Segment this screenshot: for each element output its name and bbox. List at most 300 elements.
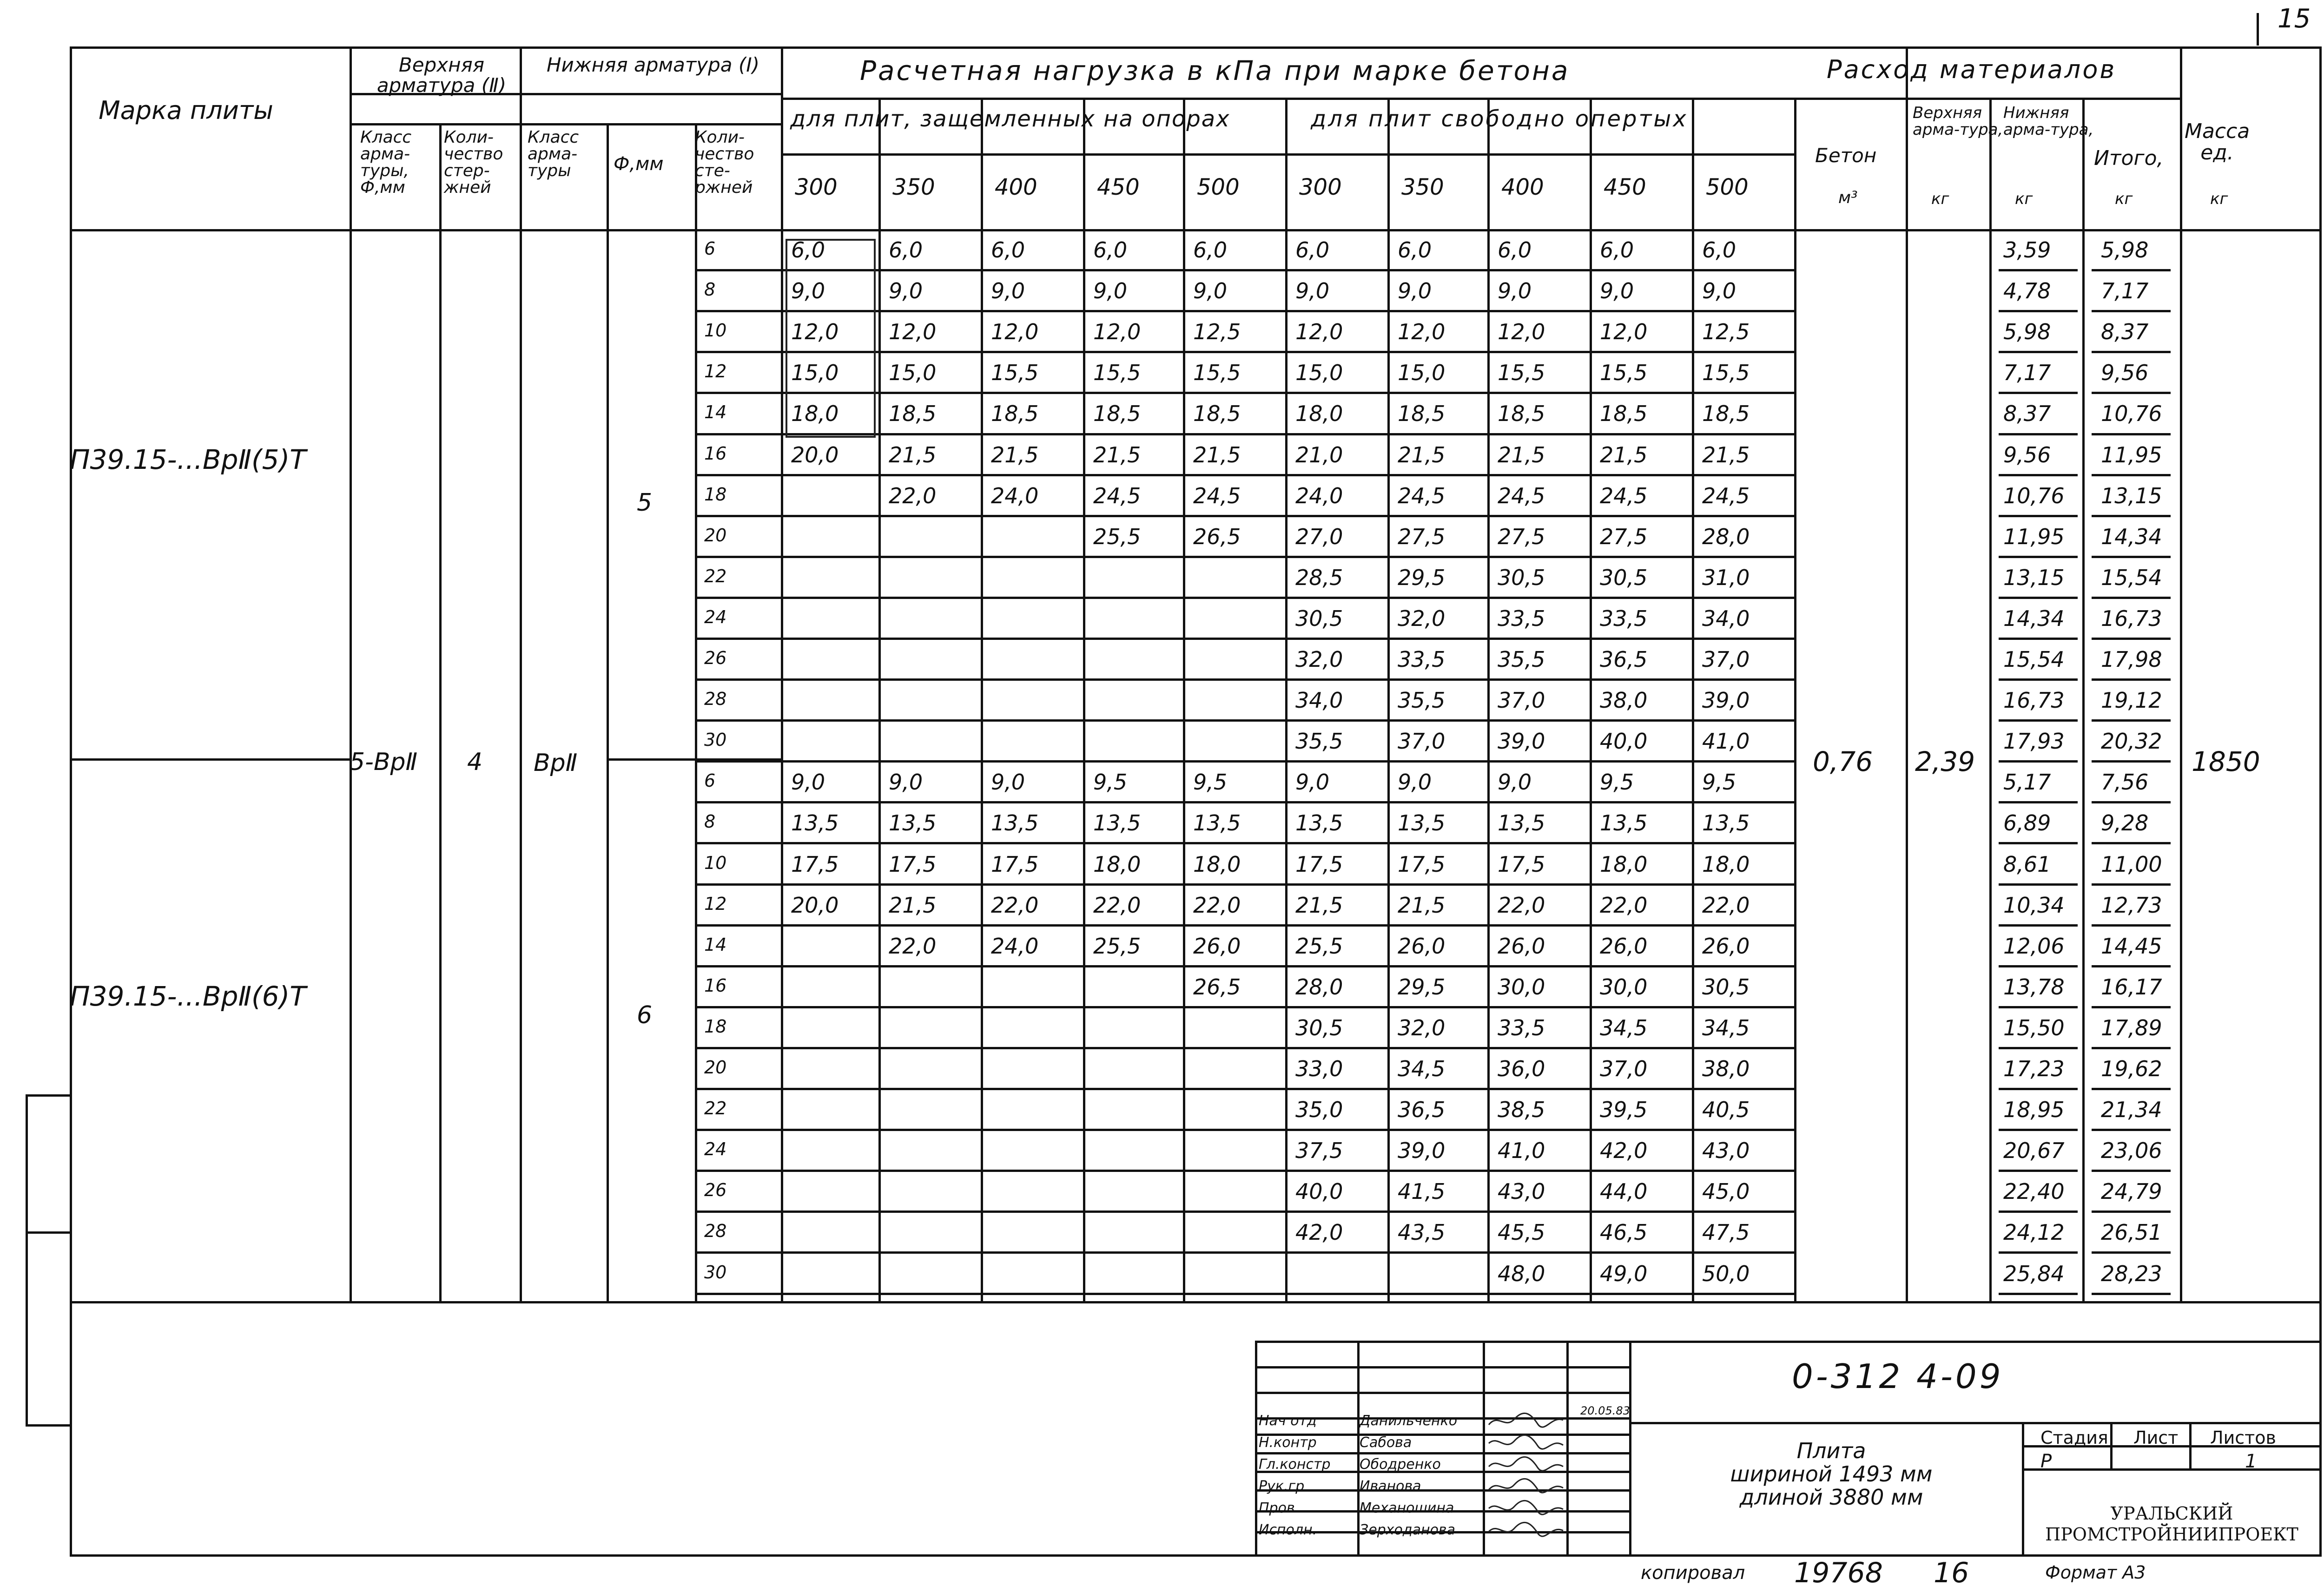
nizh-arm-value: 8,37 — [2003, 401, 2051, 427]
itogo-value: 9,28 — [2101, 810, 2149, 836]
load-value: 37,5 — [1295, 1138, 1343, 1164]
load-value: 30,0 — [1600, 974, 1648, 1000]
row-line — [2092, 638, 2171, 640]
grid-line — [1590, 98, 1592, 1301]
nizh-arm-value: 17,23 — [2003, 1056, 2065, 1081]
rod-count: 8 — [704, 279, 716, 300]
row-line — [2092, 597, 2171, 599]
load-value: 22,0 — [991, 892, 1039, 918]
header-klass-nizh: Класс арма-туры — [528, 128, 579, 180]
load-value: 17,5 — [791, 851, 839, 877]
doc-code: 0-312 4-09 — [1792, 1357, 2004, 1396]
rod-count: 28 — [704, 1221, 727, 1242]
row-line — [1999, 678, 2078, 681]
stamp-right-divider — [1629, 1341, 1631, 1554]
load-value: 21,5 — [1193, 442, 1241, 467]
load-value: 21,5 — [991, 442, 1039, 467]
row-line — [1999, 474, 2078, 476]
load-value: 33,5 — [1398, 647, 1446, 672]
stamp-role: Рук.гр — [1259, 1478, 1305, 1494]
itogo-value: 15,54 — [2101, 565, 2162, 590]
load-value: 17,5 — [1498, 851, 1545, 877]
load-value: 18,0 — [791, 401, 839, 427]
row-line — [695, 842, 1794, 844]
stamp-name: Иванова — [1360, 1478, 1421, 1494]
load-value: 39,0 — [1702, 688, 1750, 713]
signature-scribble-icon — [1486, 1433, 1565, 1453]
header-itogo-unit: кг — [2115, 190, 2133, 208]
stamp-row — [1255, 1452, 1629, 1454]
itogo-value: 8,37 — [2101, 319, 2149, 345]
nizh-arm-value: 15,50 — [2003, 1015, 2065, 1040]
rod-count: 14 — [704, 934, 727, 955]
group-divider — [1285, 98, 1287, 1301]
load-value: 9,0 — [1702, 278, 1736, 304]
stamp-role: Нач отд — [1259, 1413, 1317, 1429]
load-value: 13,5 — [1498, 810, 1545, 836]
load-value: 34,0 — [1295, 688, 1343, 713]
nizh-arm-value: 12,06 — [2003, 933, 2065, 959]
load-value: 15,0 — [1398, 360, 1446, 386]
itogo-value: 21,34 — [2101, 1097, 2162, 1123]
load-value: 9,0 — [1093, 278, 1128, 304]
load-value: 21,5 — [1093, 442, 1141, 467]
load-value: 41,5 — [1398, 1179, 1446, 1204]
load-value: 13,5 — [1702, 810, 1750, 836]
grid-line — [981, 98, 983, 1301]
row-line — [695, 638, 1794, 640]
grid-line — [781, 98, 1794, 100]
grid-line — [878, 98, 881, 1301]
rod-count: 26 — [704, 1180, 727, 1201]
marka-group-1: П39.15-...ВрⅡ(5)Т — [70, 444, 306, 475]
load-value: 22,0 — [1193, 892, 1241, 918]
row-line — [1999, 392, 2078, 394]
load-value: 30,5 — [1702, 974, 1750, 1000]
nizh-arm-value: 16,73 — [2003, 688, 2065, 713]
row-line — [1999, 1129, 2078, 1131]
title-line-1: Плита — [1796, 1438, 1866, 1463]
load-value: 18,0 — [1295, 401, 1343, 427]
row-line — [695, 597, 1794, 599]
margin-tick — [26, 1424, 70, 1427]
load-value: 44,0 — [1600, 1179, 1648, 1204]
header-verh: Верхняя арматура (Ⅱ) — [376, 53, 507, 97]
row-line — [695, 1170, 1794, 1172]
row-line — [695, 1210, 1794, 1213]
row-line — [2092, 678, 2171, 681]
load-value: 27,5 — [1600, 524, 1648, 549]
load-value: 42,0 — [1600, 1138, 1648, 1164]
title-line-3: длиной 3880 мм — [1739, 1485, 1923, 1510]
grid-line — [695, 123, 697, 1301]
header-rashod: Расход материалов — [1827, 55, 2117, 84]
load-value: 28,5 — [1295, 565, 1343, 590]
stamp-date: 20.05.83 — [1580, 1404, 1630, 1417]
load-value: 15,0 — [1295, 360, 1343, 386]
row-line — [1999, 883, 2078, 886]
stamp-row — [1255, 1554, 1629, 1557]
load-value: 15,0 — [791, 360, 839, 386]
klass-nizh-value: ВрⅡ — [534, 749, 578, 777]
load-value: 25,5 — [1093, 524, 1141, 549]
load-value: 39,5 — [1600, 1097, 1648, 1123]
load-value: 18,5 — [991, 401, 1039, 427]
load-value: 22,0 — [889, 933, 937, 959]
header-verh-arm: Верхняя арма-тура, — [1913, 104, 2003, 139]
load-value: 6,0 — [991, 237, 1025, 263]
load-value: 26,0 — [1498, 933, 1545, 959]
kol-verh-value: 4 — [467, 748, 483, 776]
load-value: 17,5 — [991, 851, 1039, 877]
load-value: 9,0 — [1398, 278, 1432, 304]
grid-line — [2022, 1468, 2319, 1471]
load-value: 35,5 — [1295, 729, 1343, 754]
load-value: 12,0 — [1398, 319, 1446, 345]
load-value: 40,0 — [1295, 1179, 1343, 1204]
signature-scribble-icon — [1486, 1498, 1565, 1519]
header-verh-unit: кг — [1931, 190, 1949, 208]
itogo-value: 12,73 — [2101, 892, 2162, 918]
load-value: 18,0 — [1702, 851, 1750, 877]
load-value: 28,0 — [1702, 524, 1750, 549]
load-value: 9,5 — [1193, 770, 1228, 795]
load-value: 21,5 — [1498, 442, 1545, 467]
load-value: 24,5 — [1398, 483, 1446, 508]
load-value: 33,5 — [1498, 605, 1545, 631]
beton-value: 0,76 — [1813, 746, 1873, 777]
load-value: 9,0 — [1295, 278, 1330, 304]
load-value: 6,0 — [1398, 237, 1432, 263]
rod-count: 12 — [704, 361, 727, 382]
load-value: 6,0 — [1295, 237, 1330, 263]
page-number-mark — [2257, 13, 2259, 46]
load-value: 34,5 — [1398, 1056, 1446, 1081]
itogo-value: 26,51 — [2101, 1220, 2162, 1245]
itogo-value: 16,73 — [2101, 605, 2162, 631]
row-line — [1999, 597, 2078, 599]
row-line — [1999, 1210, 2078, 1213]
row-line — [2092, 719, 2171, 722]
row-line — [695, 965, 1794, 967]
load-value: 9,0 — [791, 770, 825, 795]
rod-count: 24 — [704, 606, 727, 627]
load-value: 15,5 — [991, 360, 1039, 386]
load-value: 9,0 — [991, 278, 1025, 304]
rod-count: 6 — [704, 770, 716, 791]
nizh-arm-value: 5,17 — [2003, 770, 2051, 795]
load-value: 6,0 — [1600, 237, 1634, 263]
grid-line — [350, 46, 352, 1301]
list-label: Лист — [2133, 1428, 2179, 1448]
load-value: 17,5 — [889, 851, 937, 877]
row-line — [695, 760, 1794, 763]
load-value: 18,5 — [1600, 401, 1648, 427]
row-line — [2092, 801, 2171, 803]
load-value: 9,0 — [991, 770, 1025, 795]
row-line — [2092, 965, 2171, 967]
header-massa-unit: кг — [2210, 190, 2228, 208]
load-value: 12,5 — [1702, 319, 1750, 345]
signature-scribble-icon — [1486, 1454, 1565, 1475]
load-value: 9,0 — [1398, 770, 1432, 795]
load-value: 21,5 — [1295, 892, 1343, 918]
signature-scribble-icon — [1486, 1520, 1565, 1540]
load-value: 21,5 — [1702, 442, 1750, 467]
nizh-arm-value: 6,89 — [2003, 810, 2051, 836]
itogo-value: 7,17 — [2101, 278, 2149, 304]
load-value: 34,5 — [1600, 1015, 1648, 1040]
load-value: 38,0 — [1600, 688, 1648, 713]
row-line — [2092, 1251, 2171, 1254]
grid-line — [2022, 1422, 2024, 1554]
load-value: 46,5 — [1600, 1220, 1648, 1245]
rod-count: 26 — [704, 648, 727, 668]
rod-count: 20 — [704, 1057, 727, 1078]
rod-count: 16 — [704, 975, 727, 996]
itogo-value: 16,17 — [2101, 974, 2162, 1000]
load-value: 37,0 — [1498, 688, 1545, 713]
grid-line — [1989, 98, 1992, 1301]
itogo-value: 11,00 — [2101, 851, 2162, 877]
load-value: 9,0 — [791, 278, 825, 304]
load-value: 25,5 — [1093, 933, 1141, 959]
row-line — [2092, 474, 2171, 476]
grid-line — [1183, 98, 1185, 1301]
header-bottom-line — [70, 229, 2319, 231]
load-value: 21,5 — [1398, 442, 1446, 467]
load-value: 43,0 — [1702, 1138, 1750, 1164]
load-value: 22,0 — [1498, 892, 1545, 918]
grid-line — [1487, 98, 1490, 1301]
load-value: 27,0 — [1295, 524, 1343, 549]
row-line — [695, 556, 1794, 558]
row-line — [1999, 433, 2078, 435]
grid-line — [1906, 46, 1908, 1301]
nizh-arm-value: 24,12 — [2003, 1220, 2065, 1245]
rod-count: 18 — [704, 484, 727, 505]
header-nizh-arm: Нижняя арма-тура, — [2003, 104, 2094, 139]
frame-bottom-line — [70, 1554, 2319, 1557]
load-value: 30,5 — [1295, 605, 1343, 631]
nizh-arm-value: 5,98 — [2003, 319, 2051, 345]
row-line — [1999, 1251, 2078, 1254]
row-line — [1999, 515, 2078, 517]
row-line — [2092, 760, 2171, 763]
nizh-arm-value: 15,54 — [2003, 647, 2065, 672]
signature-scribble-icon — [1486, 1411, 1565, 1431]
header-d-mm: Ф,мм — [614, 153, 664, 175]
load-value: 42,0 — [1295, 1220, 1343, 1245]
load-value: 22,0 — [889, 483, 937, 508]
load-value: 35,5 — [1498, 647, 1545, 672]
rod-count: 20 — [704, 525, 727, 546]
grid-line — [781, 153, 1794, 156]
load-value: 22,0 — [1093, 892, 1141, 918]
load-value: 13,5 — [1600, 810, 1648, 836]
grade-header: 400 — [1501, 174, 1544, 200]
load-value: 9,0 — [1498, 278, 1532, 304]
rod-count: 24 — [704, 1139, 727, 1160]
grade-header: 500 — [1197, 174, 1240, 200]
header-kol-nizh: Коли-чество сте-ржней — [695, 128, 754, 197]
row-line — [2092, 1210, 2171, 1213]
load-value: 22,0 — [1702, 892, 1750, 918]
load-value: 34,0 — [1702, 605, 1750, 631]
row-line — [1999, 719, 2078, 722]
nizh-arm-value: 10,34 — [2003, 892, 2065, 918]
stamp-role: Исполн. — [1259, 1522, 1317, 1538]
load-value: 38,5 — [1498, 1097, 1545, 1123]
header-svob: для плит свободно опертых — [1311, 106, 1688, 132]
row-line — [2092, 1170, 2171, 1172]
row-line — [2092, 1293, 2171, 1295]
stamp-row — [1255, 1341, 1629, 1343]
load-value: 9,0 — [1498, 770, 1532, 795]
listov-label: Листов — [2210, 1428, 2276, 1448]
load-value: 9,5 — [1093, 770, 1128, 795]
load-value: 33,0 — [1295, 1056, 1343, 1081]
load-value: 9,0 — [1193, 278, 1228, 304]
row-line — [2092, 433, 2171, 435]
load-value: 31,0 — [1702, 565, 1750, 590]
load-value: 41,0 — [1702, 729, 1750, 754]
grade-header: 300 — [1299, 174, 1342, 200]
load-value: 37,0 — [1600, 1056, 1648, 1081]
frame-right-line — [2319, 46, 2322, 1557]
load-value: 40,5 — [1702, 1097, 1750, 1123]
row-line — [1999, 760, 2078, 763]
nizh-arm-value: 4,78 — [2003, 278, 2051, 304]
load-value: 26,0 — [1398, 933, 1446, 959]
load-value: 18,5 — [1498, 401, 1545, 427]
highlight-box — [786, 239, 876, 438]
load-value: 17,5 — [1398, 851, 1446, 877]
row-line — [1999, 842, 2078, 844]
nizh-arm-value: 13,15 — [2003, 565, 2065, 590]
load-value: 18,0 — [1600, 851, 1648, 877]
grid-line — [520, 46, 522, 1301]
load-value: 6,0 — [1093, 237, 1128, 263]
rod-count: 6 — [704, 238, 716, 259]
stamp-name: Ободренко — [1360, 1456, 1441, 1473]
itogo-value: 24,79 — [2101, 1179, 2162, 1204]
group-split — [70, 758, 350, 761]
grid-line — [1794, 98, 1796, 1301]
row-line — [1999, 1047, 2078, 1049]
rod-count: 10 — [704, 852, 727, 873]
load-value: 32,0 — [1295, 647, 1343, 672]
header-marka: Марка плиты — [99, 96, 273, 125]
load-value: 17,5 — [1295, 851, 1343, 877]
load-value: 36,0 — [1498, 1056, 1545, 1081]
load-value: 21,5 — [889, 442, 937, 467]
load-value: 32,0 — [1398, 1015, 1446, 1040]
load-value: 26,5 — [1193, 974, 1241, 1000]
d-group-1: 5 — [637, 489, 653, 517]
grade-header: 400 — [995, 174, 1037, 200]
marka-group-2: П39.15-...ВрⅡ(6)Т — [70, 980, 306, 1012]
load-value: 43,5 — [1398, 1220, 1446, 1245]
load-value: 13,5 — [1295, 810, 1343, 836]
load-value: 12,5 — [1193, 319, 1241, 345]
load-value: 24,5 — [1093, 483, 1141, 508]
load-value: 26,0 — [1702, 933, 1750, 959]
load-value: 12,0 — [791, 319, 839, 345]
grid-line — [607, 123, 609, 1301]
row-line — [2092, 515, 2171, 517]
grid-line — [1692, 98, 1694, 1301]
row-line — [1999, 556, 2078, 558]
frame-left-line — [70, 46, 72, 1557]
stage-value: Р — [2040, 1451, 2052, 1472]
stamp-row — [1255, 1489, 1629, 1492]
row-line — [2092, 1006, 2171, 1008]
rod-count: 8 — [704, 811, 716, 832]
load-value: 29,5 — [1398, 974, 1446, 1000]
load-value: 24,0 — [991, 483, 1039, 508]
rod-count: 18 — [704, 1016, 727, 1037]
header-klass-verh: Класс арма-туры, Ф,мм — [360, 128, 412, 197]
load-value: 30,5 — [1295, 1015, 1343, 1040]
rod-count: 30 — [704, 1262, 727, 1283]
load-value: 48,0 — [1498, 1261, 1545, 1286]
nizh-arm-value: 3,59 — [2003, 237, 2051, 263]
load-value: 13,5 — [1398, 810, 1446, 836]
grid-line — [1566, 1341, 1569, 1554]
load-value: 9,0 — [889, 770, 923, 795]
row-line — [695, 1006, 1794, 1008]
nizh-arm-value: 9,56 — [2003, 442, 2051, 467]
itogo-value: 19,62 — [2101, 1056, 2162, 1081]
row-line — [2092, 392, 2171, 394]
header-beton-unit: м³ — [1838, 188, 1858, 207]
grid-line — [350, 123, 781, 125]
load-value: 6,0 — [889, 237, 923, 263]
row-line — [2092, 1047, 2171, 1049]
load-value: 40,0 — [1600, 729, 1648, 754]
nizh-arm-value: 20,67 — [2003, 1138, 2065, 1164]
stamp-mid — [1629, 1422, 2319, 1424]
load-value: 45,0 — [1702, 1179, 1750, 1204]
grid-line — [1255, 1341, 1257, 1554]
itogo-value: 14,45 — [2101, 933, 2162, 959]
load-value: 24,5 — [1498, 483, 1545, 508]
load-value: 24,5 — [1600, 483, 1648, 508]
page-number: 15 — [2278, 4, 2311, 34]
stamp-role: Гл.констр — [1259, 1456, 1331, 1473]
grid-line — [1083, 98, 1085, 1301]
header-raschet: Расчетная нагрузка в кПа при марке бетона — [860, 55, 1570, 86]
load-value: 35,0 — [1295, 1097, 1343, 1123]
itogo-value: 23,06 — [2101, 1138, 2162, 1164]
row-line — [2092, 883, 2171, 886]
rod-count: 14 — [704, 402, 727, 423]
row-line — [1999, 351, 2078, 353]
row-line — [695, 1088, 1794, 1090]
stamp-name: Данильченко — [1360, 1413, 1458, 1429]
nizh-arm-value: 17,93 — [2003, 729, 2065, 754]
itogo-value: 28,23 — [2101, 1261, 2162, 1286]
load-value: 12,0 — [1498, 319, 1545, 345]
row-line — [2092, 556, 2171, 558]
row-line — [2092, 842, 2171, 844]
load-value: 13,5 — [889, 810, 937, 836]
grid-line — [781, 46, 783, 1301]
row-line — [1999, 310, 2078, 312]
load-value: 15,5 — [1600, 360, 1648, 386]
row-line — [1999, 269, 2078, 271]
